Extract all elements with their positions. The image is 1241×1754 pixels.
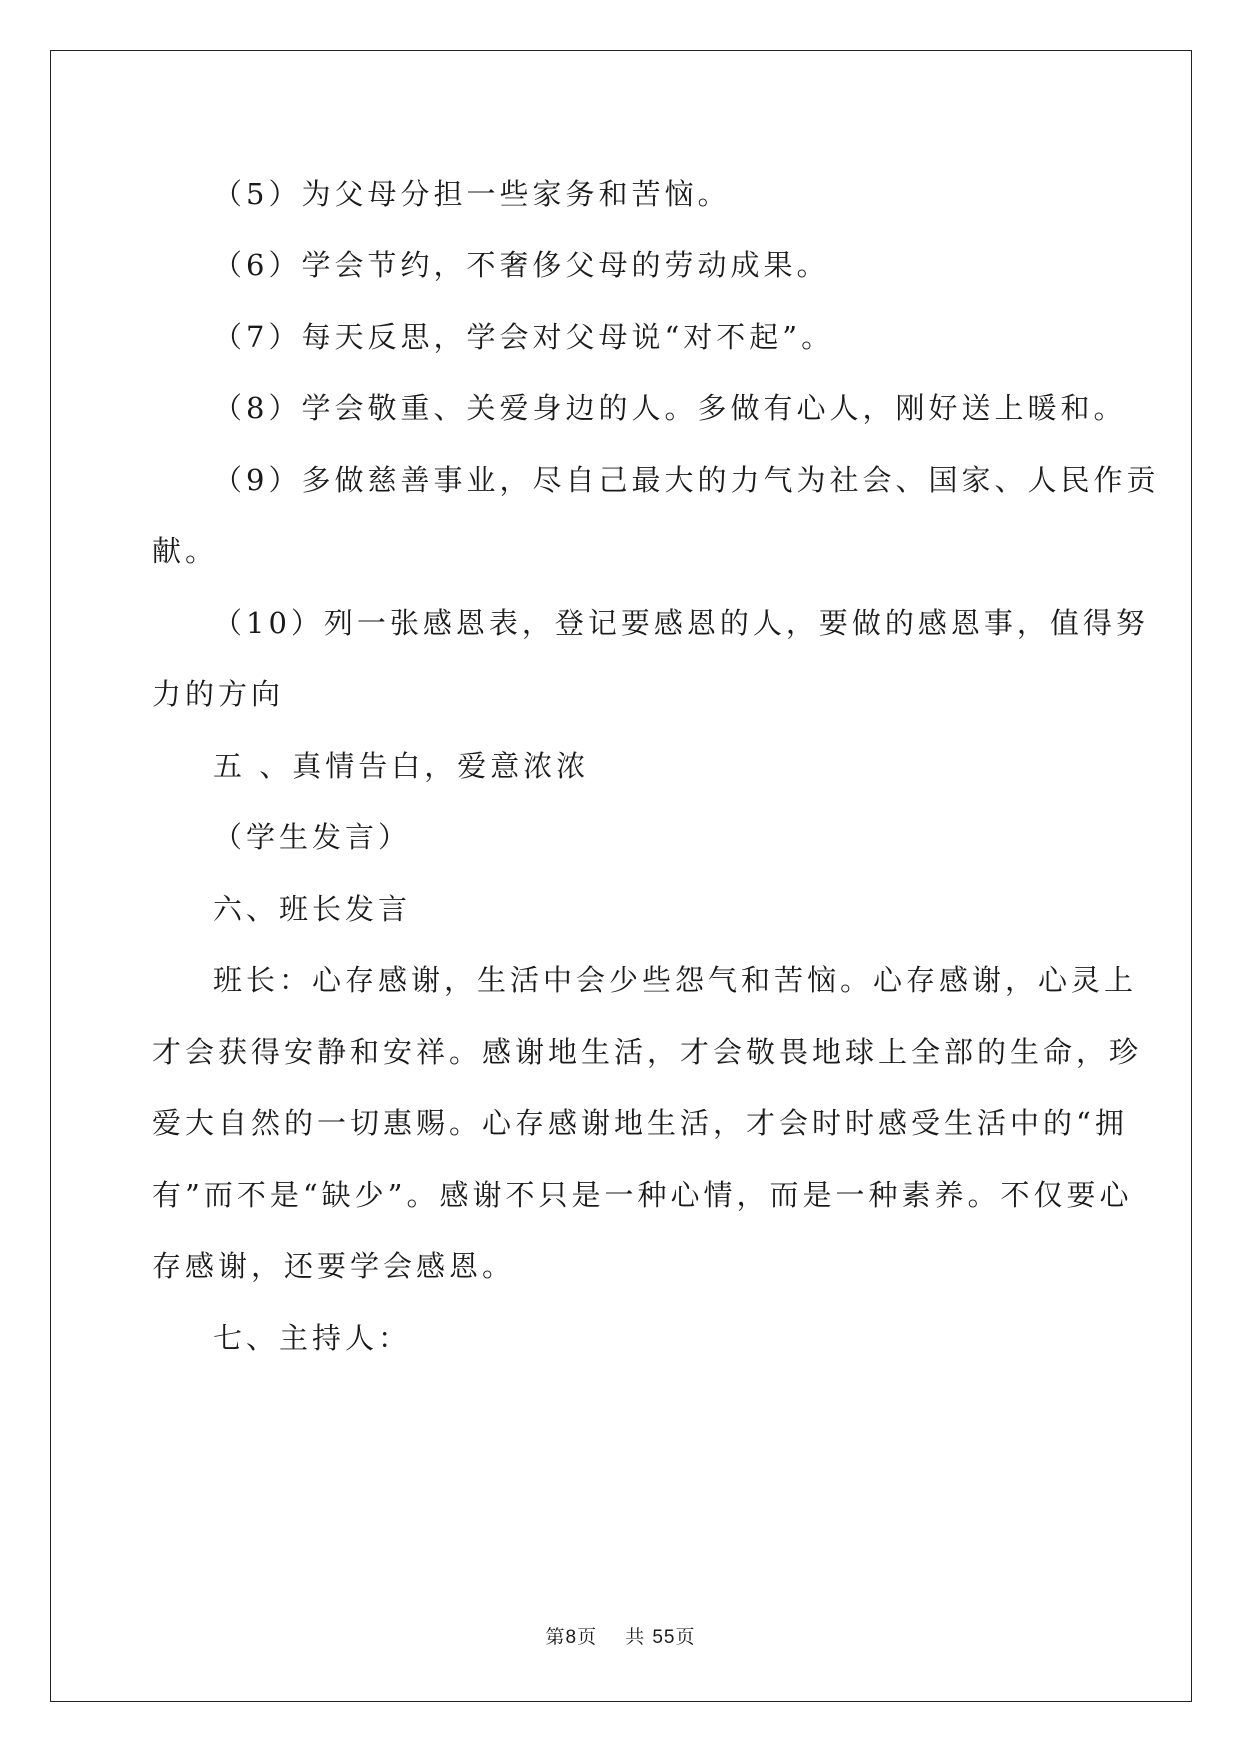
page-label-prefix: 第: [545, 1626, 566, 1648]
section-heading-5: 五 、真情告白，爱意浓浓: [213, 749, 590, 783]
paragraph-item-9-line-2: 献。: [152, 534, 219, 568]
section-heading-7: 七、主持人：: [213, 1321, 412, 1355]
page-label-suffix: 页: [577, 1626, 598, 1648]
section-heading-6: 六、班长发言: [213, 892, 412, 926]
total-label-prefix: 共: [625, 1626, 646, 1648]
paragraph-item-9-line-1: （9）多做慈善事业，尽自己最大的力气为社会、国家、人民作贡: [213, 463, 1160, 497]
total-pages: 55: [652, 1627, 676, 1648]
paragraph-item-10-line-2: 力的方向: [152, 677, 285, 711]
monitor-speech-line-1: 班长：心存感谢，生活中会少些怨气和苦恼。心存感谢，心灵上: [213, 963, 1138, 997]
page-footer: [0, 1625, 1241, 1650]
monitor-speech-line-2: 才会获得安静和安祥。感谢地生活，才会敬畏地球上全部的生命，珍: [152, 1035, 1143, 1069]
paragraph-item-6: （6）学会节约，不奢侈父母的劳动成果。: [213, 248, 830, 282]
monitor-speech-line-3: 爱大自然的一切惠赐。心存感谢地生活，才会时时感受生活中的“拥: [152, 1106, 1128, 1140]
page-number: 8: [565, 1627, 578, 1648]
paragraph-item-5: （5）为父母分担一些家务和苦恼。: [213, 177, 731, 211]
total-label-suffix: 页: [675, 1626, 696, 1648]
page-border: [50, 50, 1192, 1702]
monitor-speech-line-5: 存感谢，还要学会感恩。: [152, 1249, 516, 1283]
monitor-speech-line-4: 有”而不是“缺少”。感谢不只是一种心情，而是一种素养。不仅要心: [152, 1178, 1133, 1212]
paragraph-item-8: （8）学会敬重、关爱身边的人。多做有心人，刚好送上暖和。: [213, 391, 1127, 425]
student-speech-note: （学生发言）: [213, 820, 412, 854]
paragraph-item-7: （7）每天反思，学会对父母说“对不起”。: [213, 320, 835, 354]
paragraph-item-10-line-1: （10）列一张感恩表，登记要感恩的人，要做的感恩事，值得努: [213, 606, 1149, 640]
